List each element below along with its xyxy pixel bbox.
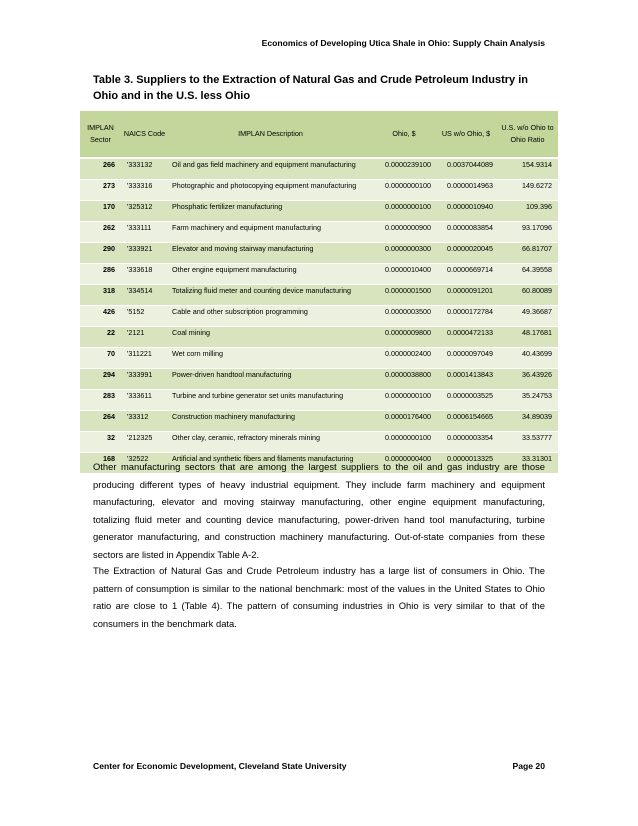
cell-ratio: 154.9314 (497, 158, 558, 179)
cell-ratio: 109.396 (497, 200, 558, 221)
cell-naics: '325312 (121, 200, 168, 221)
suppliers-table-grid (80, 111, 558, 473)
cell-naics: '333921 (121, 242, 168, 263)
cell-ohio: 0.0000239100 (373, 158, 435, 179)
cell-naics: '334514 (121, 284, 168, 305)
cell-sector: 273 (80, 179, 121, 200)
col-header-sector: IMPLAN Sector (80, 111, 121, 158)
table-row (80, 200, 558, 221)
table-row (80, 284, 558, 305)
cell-sector: 262 (80, 221, 121, 242)
cell-naics: '333991 (121, 368, 168, 389)
cell-sector: 290 (80, 242, 121, 263)
cell-sector: 22 (80, 326, 121, 347)
cell-ratio: 60.80089 (497, 284, 558, 305)
cell-sector: 286 (80, 263, 121, 284)
cell-us: 0.0000020045 (435, 242, 497, 263)
col-header-ohio: Ohio, $ (373, 111, 435, 158)
cell-naics: '333618 (121, 263, 168, 284)
cell-description: Artificial and synthetic fibers and filaments manufacturing (168, 452, 373, 473)
cell-ratio: 49.36687 (497, 305, 558, 326)
cell-sector: 266 (80, 158, 121, 179)
cell-ohio: 0.0000009800 (373, 326, 435, 347)
cell-us: 0.0000083854 (435, 221, 497, 242)
cell-sector: 168 (80, 452, 121, 473)
cell-ohio: 0.0000176400 (373, 410, 435, 431)
table-row (80, 305, 558, 326)
col-header-description: IMPLAN Description (168, 111, 373, 158)
cell-sector: 283 (80, 389, 121, 410)
table-row (80, 347, 558, 368)
cell-ohio: 0.0000002400 (373, 347, 435, 368)
body-paragraph-1: Other manufacturing sectors that are among the largest suppliers to the oil and gas industry are those producing different types of heavy industrial equipment. They include farm machinery and equipment manufacturing, elevator and moving stairway manufacturing, other engine equipment manufacturing, totalizing fluid meter and counting device manufacturing, power-driven hand tool manufacturing, turbine generator manufacturing, and construction machinery manufacturing. Out-of-state companies from these sectors are listed in Appendix Table A-2. (93, 461, 545, 560)
cell-ohio: 0.0000010400 (373, 263, 435, 284)
table-body (80, 158, 558, 473)
col-header-naics: NAICS Code (121, 111, 168, 158)
cell-naics: '333611 (121, 389, 168, 410)
cell-ohio: 0.0000000900 (373, 221, 435, 242)
table-row (80, 263, 558, 284)
table-row (80, 179, 558, 200)
cell-ohio: 0.0000000100 (373, 179, 435, 200)
cell-naics: '5152 (121, 305, 168, 326)
cell-description: Farm machinery and equipment manufacturing (168, 221, 373, 242)
cell-ohio: 0.0000003500 (373, 305, 435, 326)
cell-description: Other clay, ceramic, refractory minerals mining (168, 431, 373, 452)
cell-ohio: 0.0000000100 (373, 389, 435, 410)
cell-description: Totalizing fluid meter and counting device manufacturing (168, 284, 373, 305)
cell-naics: '33312 (121, 410, 168, 431)
cell-ratio: 93.17096 (497, 221, 558, 242)
cell-ratio: 35.24753 (497, 389, 558, 410)
cell-description: Construction machinery manufacturing (168, 410, 373, 431)
col-header-us: US w/o Ohio, $ (435, 111, 497, 158)
cell-us: 0.0000013325 (435, 452, 497, 473)
cell-description: Turbine and turbine generator set units manufacturing (168, 389, 373, 410)
cell-description: Photographic and photocopying equipment manufacturing (168, 179, 373, 200)
table-row (80, 158, 558, 179)
cell-ratio: 33.53777 (497, 431, 558, 452)
cell-sector: 318 (80, 284, 121, 305)
cell-ohio: 0.0000000400 (373, 452, 435, 473)
cell-us: 0.0000003354 (435, 431, 497, 452)
cell-ratio: 66.81707 (497, 242, 558, 263)
running-header: Economics of Developing Utica Shale in Ohio: Supply Chain Analysis (261, 38, 545, 48)
table-row (80, 410, 558, 431)
cell-naics: '333132 (121, 158, 168, 179)
cell-description: Cable and other subscription programming (168, 305, 373, 326)
cell-ohio: 0.0000000100 (373, 431, 435, 452)
cell-ratio: 36.43926 (497, 368, 558, 389)
cell-us: 0.0000472133 (435, 326, 497, 347)
suppliers-table (80, 111, 558, 473)
cell-description: Phosphatic fertilizer manufacturing (168, 200, 373, 221)
cell-us: 0.0000010940 (435, 200, 497, 221)
cell-ratio: 64.39558 (497, 263, 558, 284)
cell-us: 0.0000172784 (435, 305, 497, 326)
cell-naics: '333316 (121, 179, 168, 200)
cell-description: Oil and gas field machinery and equipment manufacturing (168, 158, 373, 179)
cell-description: Wet corn milling (168, 347, 373, 368)
cell-sector: 294 (80, 368, 121, 389)
cell-description: Elevator and moving stairway manufacturing (168, 242, 373, 263)
table-row (80, 242, 558, 263)
col-header-ratio: U.S. w/o Ohio to Ohio Ratio (497, 111, 558, 158)
footer-institution: Center for Economic Development, Cleveland State University (93, 761, 347, 771)
cell-us: 0.0006154665 (435, 410, 497, 431)
cell-ratio: 40.43699 (497, 347, 558, 368)
table-header-row (80, 111, 558, 158)
cell-us: 0.0000097049 (435, 347, 497, 368)
cell-naics: '32522 (121, 452, 168, 473)
cell-ohio: 0.0000000300 (373, 242, 435, 263)
cell-us: 0.0000003525 (435, 389, 497, 410)
cell-ohio: 0.0000038800 (373, 368, 435, 389)
cell-ratio: 33.31301 (497, 452, 558, 473)
cell-us: 0.0000091201 (435, 284, 497, 305)
cell-ratio: 149.6272 (497, 179, 558, 200)
table-row (80, 326, 558, 347)
cell-sector: 70 (80, 347, 121, 368)
cell-naics: '2121 (121, 326, 168, 347)
cell-us: 0.0001413843 (435, 368, 497, 389)
table-row (80, 389, 558, 410)
cell-us: 0.0000669714 (435, 263, 497, 284)
table-row (80, 368, 558, 389)
cell-ratio: 34.89039 (497, 410, 558, 431)
cell-sector: 170 (80, 200, 121, 221)
cell-sector: 426 (80, 305, 121, 326)
table-caption: Table 3. Suppliers to the Extraction of Natural Gas and Crude Petroleum Industry in Ohio and in the U.S. less Ohio (93, 74, 528, 102)
cell-naics: '311221 (121, 347, 168, 368)
cell-description: Coal mining (168, 326, 373, 347)
table-row (80, 431, 558, 452)
cell-ohio: 0.0000000100 (373, 200, 435, 221)
cell-ratio: 48.17681 (497, 326, 558, 347)
cell-description: Other engine equipment manufacturing (168, 263, 373, 284)
body-paragraph-2: The Extraction of Natural Gas and Crude Petroleum industry has a large list of consumers in Ohio. The pattern of consumption is similar to the national benchmark: most of the values in the United States to Ohio ratio are close to 1 (Table 4). The pattern of consuming industries in Ohio is very similar to that of the consumers in the benchmark data. (93, 565, 545, 629)
cell-naics: '333111 (121, 221, 168, 242)
cell-naics: '212325 (121, 431, 168, 452)
cell-ohio: 0.0000001500 (373, 284, 435, 305)
cell-sector: 32 (80, 431, 121, 452)
page-number: Page 20 (512, 761, 545, 771)
cell-sector: 264 (80, 410, 121, 431)
cell-description: Power-driven handtool manufacturing (168, 368, 373, 389)
table-row (80, 221, 558, 242)
cell-us: 0.0037044089 (435, 158, 497, 179)
cell-us: 0.0000014963 (435, 179, 497, 200)
